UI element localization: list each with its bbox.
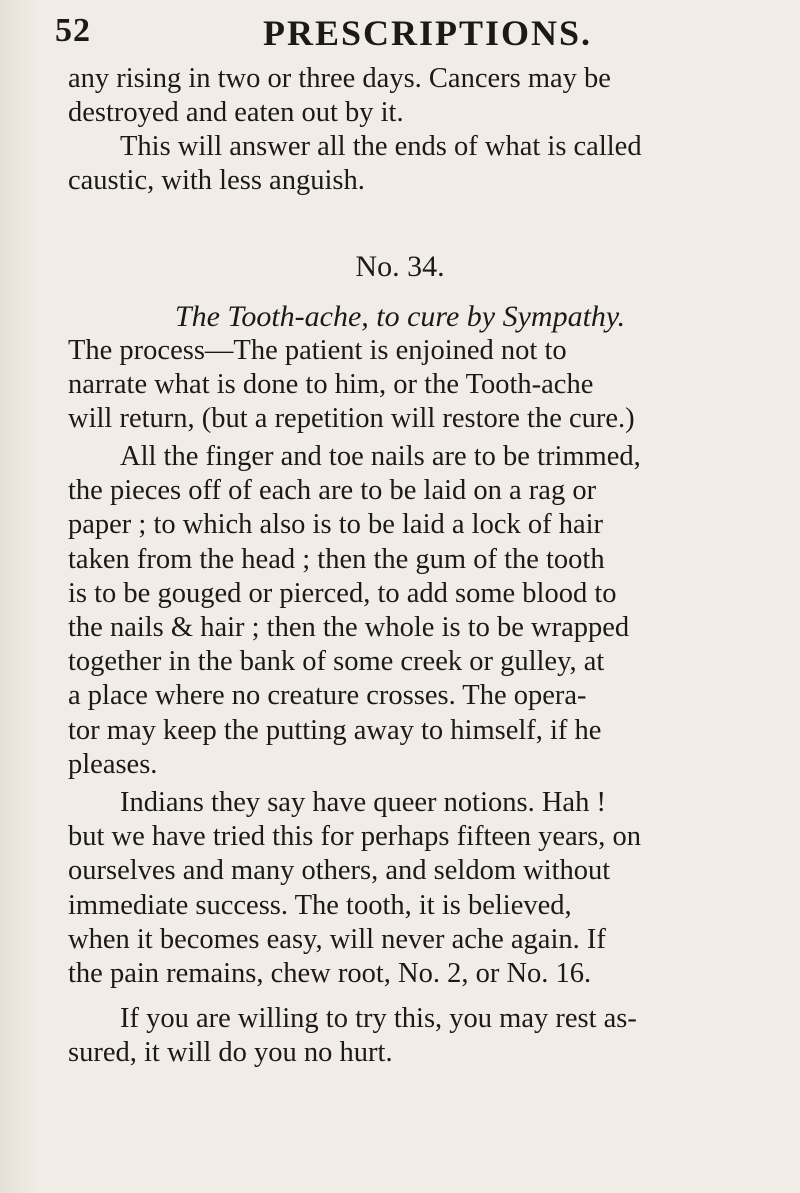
text-line: All the finger and toe nails are to be trimmed,	[120, 441, 641, 472]
text-line: the pieces off of each are to be laid on a rag or	[68, 475, 597, 507]
text-line: when it becomes easy, will never ache again. If	[68, 923, 606, 955]
text-line: caustic, with less anguish.	[68, 165, 365, 197]
process-paragraph	[68, 334, 782, 437]
closing-paragraph	[68, 1002, 782, 1070]
page-number: 52	[55, 12, 91, 49]
section-title: The Tooth-ache, to cure by Sympathy.	[174, 300, 626, 333]
text-line: Indians they say have queer notions. Hah !	[120, 787, 606, 818]
intro-paragraph	[68, 62, 782, 130]
page-header	[55, 12, 755, 54]
text-line: The process—The patient is enjoined not to	[68, 335, 567, 366]
text-line: immediate success. The tooth, it is believed,	[68, 889, 572, 921]
text-line: the pain remains, chew root, No. 2, or No. 16.	[68, 958, 592, 990]
text-line: is to be gouged or pierced, to add some blood to	[68, 577, 617, 609]
text-line: but we have tried this for perhaps fifteen years, on	[68, 821, 641, 853]
running-head: PRESCRIPTIONS.	[263, 13, 593, 53]
text-line: a place where no creature crosses. The opera-	[68, 680, 587, 712]
text-line: taken from the head ; then the gum of the tooth	[68, 543, 605, 575]
text-line: the nails & hair ; then the whole is to be wrapped	[68, 612, 630, 644]
text-line: This will answer all the ends of what is called	[120, 131, 642, 162]
section-number: No. 34.	[355, 250, 445, 283]
nails-paragraph	[68, 440, 782, 782]
text-line: tor may keep the putting away to himself, if he	[68, 714, 602, 746]
text-line: will return, (but a repetition will restore the cure.)	[68, 403, 635, 435]
text-line: paper ; to which also is to be laid a lock of hair	[68, 509, 604, 541]
text-line: narrate what is done to him, or the Tooth-ache	[68, 369, 594, 401]
text-line: sured, it will do you no hurt.	[68, 1037, 393, 1069]
text-line: ourselves and many others, and seldom without	[68, 855, 611, 887]
text-line: any rising in two or three days. Cancers may be	[68, 63, 611, 94]
text-line: pleases.	[68, 748, 158, 780]
indians-paragraph	[68, 786, 782, 991]
text-line: If you are willing to try this, you may rest as-	[120, 1003, 637, 1034]
caustic-paragraph	[68, 130, 782, 198]
text-line: together in the bank of some creek or gulley, at	[68, 646, 605, 678]
text-line: destroyed and eaten out by it.	[68, 97, 404, 129]
